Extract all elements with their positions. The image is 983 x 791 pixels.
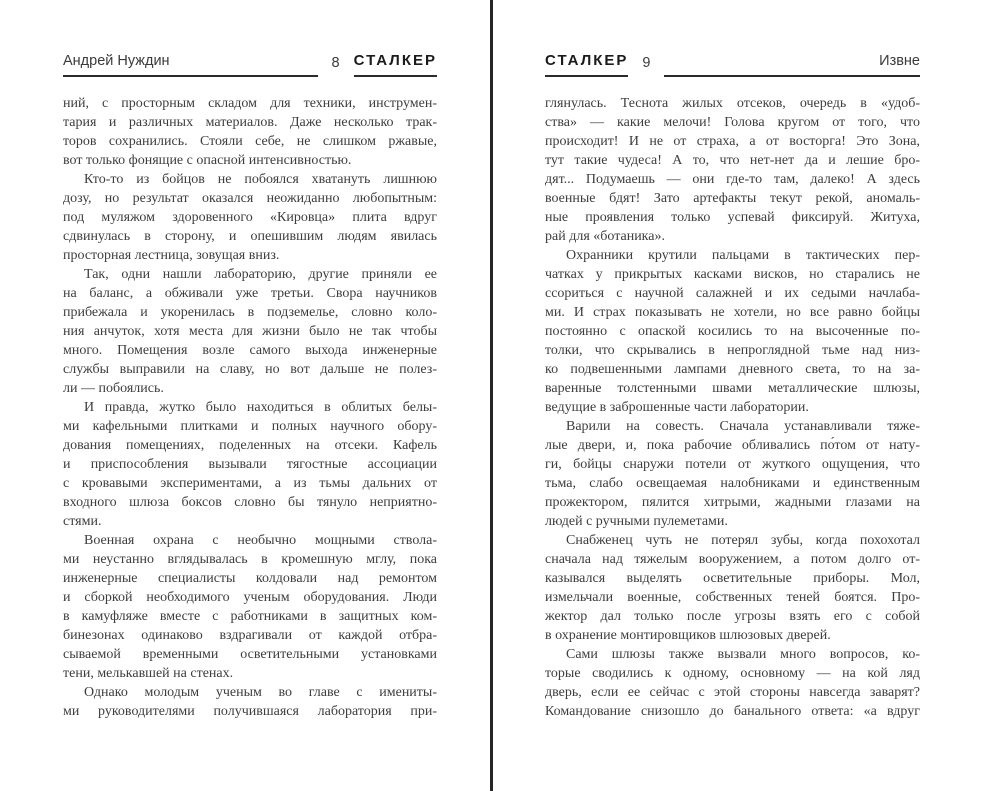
text-line: Военная охрана с необычно мощными ствола- bbox=[84, 533, 437, 548]
text-line: стями. bbox=[63, 514, 102, 529]
text-line: людей с ручными пулеметами. bbox=[545, 514, 728, 529]
text-line: сываемой временными осветительными установками bbox=[63, 647, 437, 662]
page-header-left bbox=[63, 52, 437, 77]
text-line: тьма, слабо освещаемая налобниками и единственным bbox=[545, 476, 920, 491]
text-line: просторная лестница, зовущая вниз. bbox=[63, 248, 280, 263]
text-line: ми неустанно вглядывалась в кромешную мглу, пока bbox=[63, 552, 437, 567]
text-line: толки, что скрывались в непроглядной тьме над низ- bbox=[545, 343, 920, 358]
text-line: входного шлюза боксов словно бы тянуло неприятно- bbox=[63, 495, 437, 510]
text-line: дверь, если ее сейчас с этой стороны навсегда заварят? bbox=[545, 685, 920, 700]
series-title-right: СТАЛКЕР bbox=[545, 52, 628, 77]
text-line: И правда, жутко было находиться в облитых белы- bbox=[84, 400, 437, 415]
text-line: сдвинулась в сторону, и опешившим людям явилась bbox=[63, 229, 437, 244]
text-line: рай для «ботаника». bbox=[545, 229, 665, 244]
running-head-author: Андрей Нуждин bbox=[63, 53, 318, 77]
text-line: ми. И страх показывать не хотели, но все равно бойцы bbox=[545, 305, 920, 320]
text-line: измельчали военные, собственных теней боятся. Про- bbox=[545, 590, 920, 605]
text-line: на баланс, а обживали уже третьи. Свора научников bbox=[63, 286, 437, 301]
text-line: ко подвешенными лампами дневного света, то на за- bbox=[545, 362, 920, 377]
text-line: Снабженец чуть не потерял зубы, когда похохотал bbox=[566, 533, 920, 548]
text-line: тария и различных материалов. Даже несколько трак- bbox=[63, 115, 437, 130]
text-line: Однако молодым ученым во главе с имениты- bbox=[84, 685, 437, 700]
text-line: Кто-то из бойцов не побоялся хватануть лишнюю bbox=[84, 172, 437, 187]
page-left bbox=[63, 0, 437, 721]
text-line: ли — побоялись. bbox=[63, 381, 164, 396]
page-number-left: 8 bbox=[331, 55, 340, 71]
text-line: под муляжом здоровенного «Кировца» плита вдруг bbox=[63, 210, 437, 225]
text-line: сначала над тяжелым вооружением, а потом долго от- bbox=[545, 552, 920, 567]
text-line: ги, бойцы снаружи потели от жуткого ощущения, что bbox=[545, 457, 920, 472]
text-line: дозу, но результат оказался неожиданно любопытным: bbox=[63, 191, 437, 206]
text-line: тени, мелькавшей на стенах. bbox=[63, 666, 234, 681]
text-line: постоянно с опаской косились то на высоченные по- bbox=[545, 324, 920, 339]
text-line: с кровавыми экспериментами, а из тьмы дальних от bbox=[63, 476, 437, 491]
text-line: ния анчуток, хотя места для жизни было не так чтобы bbox=[63, 324, 437, 339]
text-line: ний, с просторным складом для техники, инструмен- bbox=[63, 96, 437, 111]
text-line: торов сохранились. Стояли себе, не слишком ржавые, bbox=[63, 134, 437, 149]
page-body-right bbox=[545, 94, 920, 721]
text-line: прожектором, пялится хитрыми, жадными глазами на bbox=[545, 495, 920, 510]
text-line: военные бдят! Зато артефакты текут рекой, аномаль- bbox=[545, 191, 920, 206]
text-line: ссориться с научной салажней и их седыми начлаба- bbox=[545, 286, 920, 301]
text-line: жектор дал только после угрозы взять его с собой bbox=[545, 609, 920, 624]
text-line: и приспособления вызывали тягостные ассоциации bbox=[63, 457, 437, 472]
text-line: Сами шлюзы также вызвали много вопросов, ко- bbox=[566, 647, 920, 662]
text-line: ми кафельными плитками и полных научного обору- bbox=[63, 419, 437, 434]
text-line: глянулась. Теснота жилых отсеков, очередь в «удоб- bbox=[545, 96, 920, 111]
text-line: казывался выделять осветительные приборы. Мол, bbox=[545, 571, 920, 586]
text-line: и сборкой необходимого ученым оборудования. Люди bbox=[63, 590, 437, 605]
text-line: бинезонах одинаково вздрагивали от каждой отбра- bbox=[63, 628, 437, 643]
page-body-left bbox=[63, 94, 437, 721]
text-line: инженерные специалисты колдовали над ремонтом bbox=[63, 571, 437, 586]
text-line: вот только фонящие с опасной интенсивностью. bbox=[63, 153, 352, 168]
text-line: Командование снизошло до банального ответа: «а вдруг bbox=[545, 704, 920, 719]
text-line: прибежала и укоренилась в подземелье, словно коло- bbox=[63, 305, 437, 320]
running-head-chapter: Извне bbox=[664, 53, 920, 77]
text-line: происходит! И не от страха, а от восторга! Это Зона, bbox=[545, 134, 920, 149]
page-right bbox=[545, 0, 920, 721]
series-title-left: СТАЛКЕР bbox=[354, 52, 437, 77]
text-line: дования помещениях, поделенных на отсеки. Кафель bbox=[63, 438, 437, 453]
page-header-right bbox=[545, 52, 920, 77]
text-line: много. Помещения возле самого выхода инженерные bbox=[63, 343, 437, 358]
text-line: ми руководителями получившаяся лаборатория при- bbox=[63, 704, 437, 719]
text-line: Охранники крутили пальцами в тактических пер- bbox=[566, 248, 920, 263]
text-line: ведущие в заброшенные части лаборатории. bbox=[545, 400, 809, 415]
text-line: в камуфляже вместе с работниками в защитных ком- bbox=[63, 609, 437, 624]
text-line: ные проявления только успевай фиксируй. Житуха, bbox=[545, 210, 920, 225]
text-line: лые двери, и, пока рабочие обливались по́том от нату- bbox=[545, 438, 920, 453]
text-line: Так, одни нашли лабораторию, другие приняли ее bbox=[84, 267, 437, 282]
text-line: ства» — какие мелочи! Голова кругом от того, что bbox=[545, 115, 920, 130]
page-divider bbox=[490, 0, 493, 791]
text-line: тут такие чудеса! А то, что нет-нет да и лешие бро- bbox=[545, 153, 920, 168]
text-line: службы выправили на славу, но вот дальше не полез- bbox=[63, 362, 437, 377]
text-line: торые сводились к одному, основному — на кой ляд bbox=[545, 666, 920, 681]
text-line: в охранение монтировщиков шлюзовых дверей. bbox=[545, 628, 831, 643]
page-number-right: 9 bbox=[642, 55, 651, 71]
text-line: дят... Подумаешь — они где-то там, далеко! А здесь bbox=[545, 172, 920, 187]
text-line: Варили на совесть. Сначала устанавливали тяже- bbox=[566, 419, 920, 434]
text-line: чатках у прикрытых касками висков, но старались не bbox=[545, 267, 920, 282]
text-line: варенные толстенными швами металлические шлюзы, bbox=[545, 381, 920, 396]
